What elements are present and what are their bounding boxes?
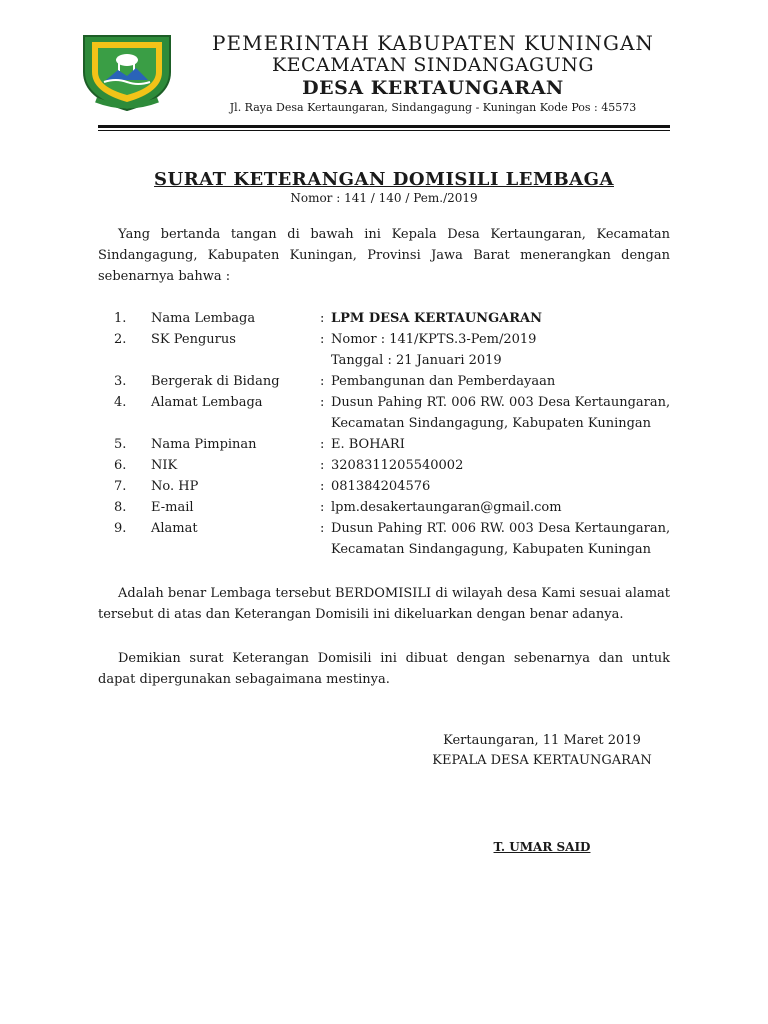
list-item [114,476,684,497]
list-item [114,308,684,329]
list-item [114,392,684,434]
list-item-colon: : [320,311,325,326]
list-item-value [331,371,684,392]
signer-name: T. UMAR SAID [493,840,591,854]
list-item-value [331,392,684,434]
header-address: Jl. Raya Desa Kertaungaran, Sindangagung - Kuningan Kode Pos : 45573 [229,101,637,114]
list-item-value-line: Nomor : 141/KPTS.3-Pem/2019 [331,332,537,347]
list-item-value [331,518,684,560]
list-item-number: 9. [114,521,127,536]
details-list [114,308,684,560]
list-item-value-line: Dusun Pahing RT. 006 RW. 003 Desa Kertaungaran, [331,395,671,410]
list-item-number: 4. [114,395,127,410]
list-item-value [331,455,684,476]
list-item-number: 8. [114,500,127,515]
list-item-value [331,497,684,518]
list-item-number: 1. [114,311,127,326]
list-item-colon: : [320,479,325,494]
list-item [114,518,684,560]
statement-paragraph: Adalah benar Lembaga tersebut BERDOMISILI di wilayah desa Kami sesuai alamat tersebut di atas dan Keterangan Domisili ini dikeluarkan dengan benar adanya. [98,586,670,622]
list-item-label: No. HP [151,479,199,494]
list-item-label: Nama Pimpinan [151,437,257,452]
list-item-colon: : [320,521,325,536]
list-item [114,497,684,518]
list-item-label: Nama Lembaga [151,311,256,326]
list-item-value-line: lpm.desakertaungaran@gmail.com [331,500,562,515]
list-item-label: Alamat [151,521,198,536]
list-item-colon: : [320,437,325,452]
intro-paragraph: Yang bertanda tangan di bawah ini Kepala Desa Kertaungaran, Kecamatan Sindangagung, Kabupaten Kuningan, Provinsi Jawa Barat menerangkan dengan sebenarnya bahwa : [98,227,670,284]
signer-title: KEPALA DESA KERTAUNGARAN [432,753,652,768]
list-item-label: NIK [151,458,178,473]
header-rule-thin [98,130,670,131]
letter-number: Nomor : 141 / 140 / Pem./2019 [290,191,478,205]
list-item-value [331,476,684,497]
header-government: PEMERINTAH KABUPATEN KUNINGAN [212,31,654,55]
list-item [114,329,684,371]
list-item-colon: : [320,332,325,347]
list-item-label: Alamat Lembaga [151,395,263,410]
list-item-number: 5. [114,437,127,452]
list-item [114,371,684,392]
list-item-value-line: Dusun Pahing RT. 006 RW. 003 Desa Kertaungaran, [331,521,671,536]
list-item-number: 2. [114,332,127,347]
list-item-value [331,308,684,329]
list-item-value-line: Kecamatan Sindangagung, Kabupaten Kuningan [331,542,652,557]
list-item-number: 6. [114,458,127,473]
letter-title: SURAT KETERANGAN DOMISILI LEMBAGA [154,169,614,190]
list-item-value-line: 081384204576 [331,479,431,494]
list-item-label: Bergerak di Bidang [151,374,280,389]
place-date: Kertaungaran, 11 Maret 2019 [443,733,641,748]
header-rule [98,125,670,128]
list-item-label: E-mail [151,500,194,515]
list-item-colon: : [320,458,325,473]
list-item-value [331,434,684,455]
list-item-number: 3. [114,374,127,389]
list-item-number: 7. [114,479,127,494]
closing-paragraph: Demikian surat Keterangan Domisili ini dibuat dengan sebenarnya dan untuk dapat dipergunakan sebagaimana mestinya. [98,651,670,687]
list-item-colon: : [320,395,325,410]
list-item-value-line: 3208311205540002 [331,458,464,473]
list-item-colon: : [320,374,325,389]
list-item-value-line: Kecamatan Sindangagung, Kabupaten Kuningan [331,416,652,431]
list-item-value [331,329,684,371]
header-village: DESA KERTAUNGARAN [302,77,564,99]
list-item-value-line: Pembangunan dan Pemberdayaan [331,374,556,389]
list-item-label: SK Pengurus [151,332,236,347]
list-item-colon: : [320,500,325,515]
header-district: KECAMATAN SINDANGAGUNG [271,54,595,76]
list-item-value-line: E. BOHARI [331,437,405,452]
list-item-value-line: LPM DESA KERTAUNGARAN [331,311,543,326]
list-item-value-line: Tanggal : 21 Januari 2019 [331,353,502,368]
regency-crest-icon [78,30,176,112]
list-item [114,455,684,476]
list-item [114,434,684,455]
